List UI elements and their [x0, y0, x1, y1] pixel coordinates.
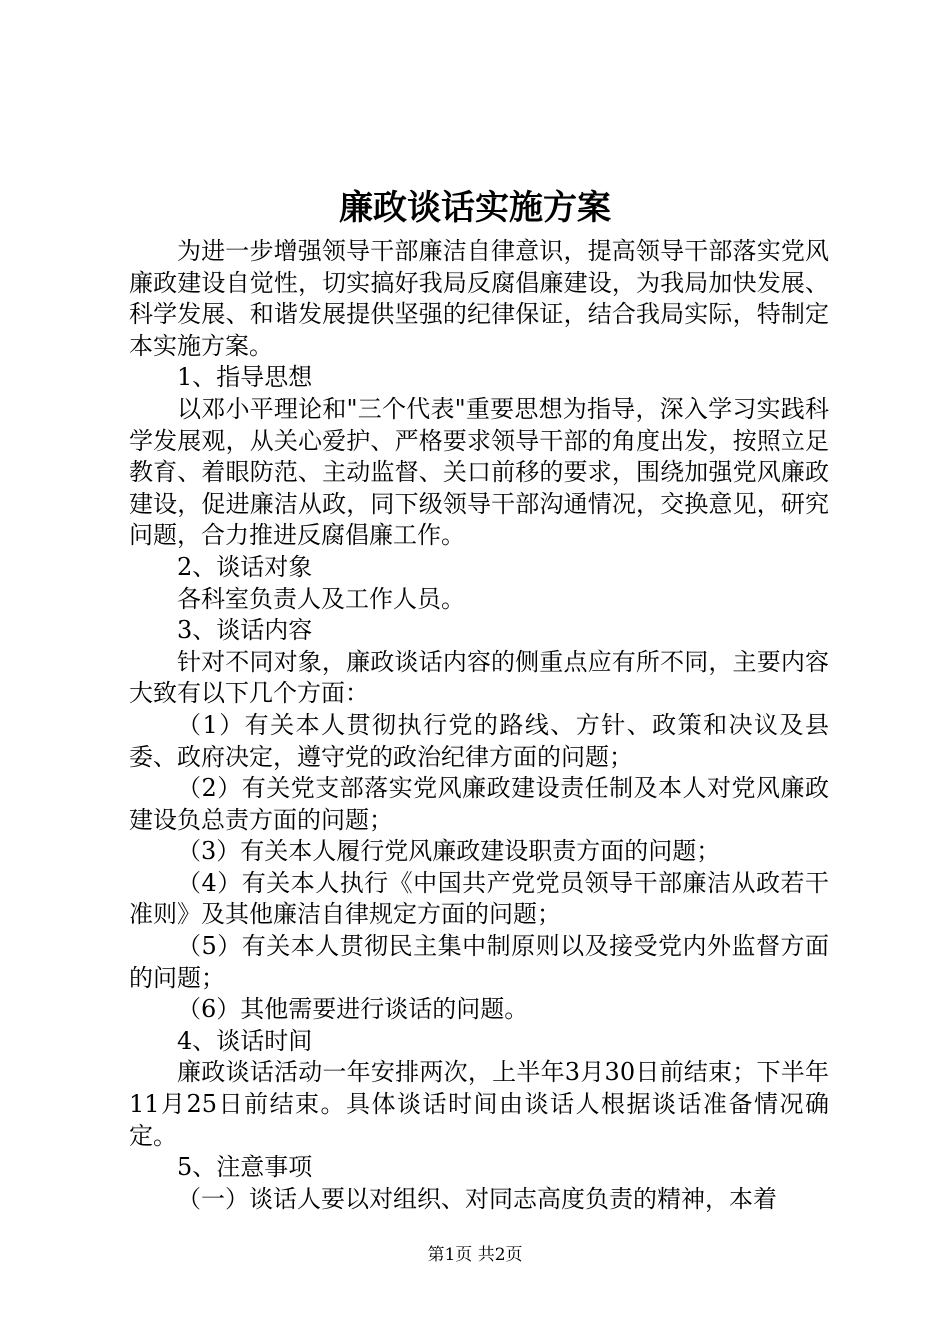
- content-item-2: （2）有关党支部落实党风廉政建设责任制及本人对党风廉政建设负总责方面的问题；: [129, 774, 829, 834]
- notes-paragraph-1: （一）谈话人要以对组织、对同志高度负责的精神，本着: [177, 1184, 777, 1213]
- document-title: 廉政谈话实施方案: [339, 188, 611, 228]
- content-item-6: （6）其他需要进行谈话的问题。: [177, 995, 529, 1024]
- section-heading-guiding-ideology: 1、指导思想: [177, 363, 313, 392]
- targets-paragraph: 各科室负责人及工作人员。: [177, 584, 465, 613]
- content-item-3: （3）有关本人履行党风廉政建设职责方面的问题；: [177, 837, 721, 866]
- content-intro-paragraph: 针对不同对象，廉政谈话内容的侧重点应有所不同，主要内容大致有以下几个方面：: [129, 647, 829, 708]
- section-heading-time: 4、谈话时间: [177, 1026, 313, 1055]
- page-footer: 第1页 共2页: [427, 1245, 523, 1265]
- guiding-ideology-paragraph: 以邓小平理论和"三个代表"重要思想为指导，深入学习实践科学发展观，从关心爱护、严格要求领导干部的角度出发，按照立足教育、着眼防范、主动监督、关口前移的要求，围绕加强党风廉政建设，促进廉洁从政，同下级领导干部沟通情况，交换意见，研究问题，合力推进反腐倡廉工作。: [129, 394, 829, 550]
- intro-paragraph: 为进一步增强领导干部廉洁自律意识，提高领导干部落实党风廉政建设自觉性，切实搞好我局反腐倡廉建设，为我局加快发展、科学发展、和谐发展提供坚强的纪律保证，结合我局实际，特制定本实施方案。: [129, 237, 829, 360]
- content-item-4: （4）有关本人执行《中国共产党党员领导干部廉洁从政若干准则》及其他廉洁自律规定方面的问题；: [129, 868, 829, 929]
- section-heading-content: 3、谈话内容: [177, 616, 313, 645]
- content-item-1: （1）有关本人贯彻执行党的路线、方针、政策和决议及县委、政府决定，遵守党的政治纪律方面的问题；: [129, 710, 829, 771]
- section-heading-targets: 2、谈话对象: [177, 552, 313, 581]
- time-paragraph: 廉政谈话活动一年安排两次，上半年3月30日前结束；下半年11月25日前结束。具体谈话时间由谈话人根据谈话准备情况确定。: [129, 1058, 829, 1150]
- document-body: [129, 236, 829, 1215]
- content-item-5: （5）有关本人贯彻民主集中制原则以及接受党内外监督方面的问题；: [129, 932, 829, 992]
- section-heading-notes: 5、注意事项: [177, 1153, 313, 1182]
